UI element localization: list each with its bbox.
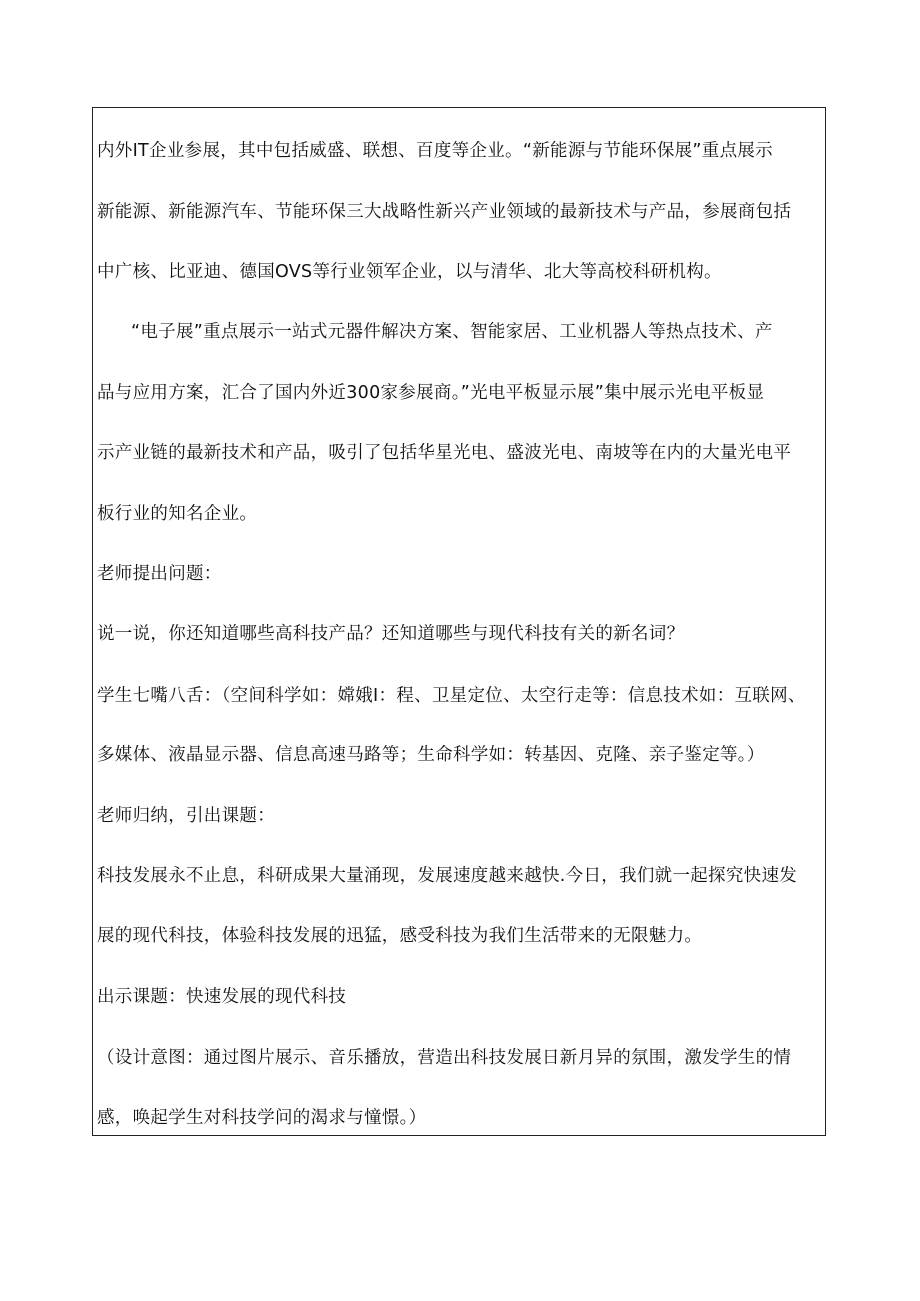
text-line-3: 中广核、比亚迪、德国OVS等行业领军企业，以与清华、北大等高校科研机构。 <box>97 262 722 282</box>
text-line-8: 老师提出问题： <box>97 564 222 584</box>
text-line-13: 科技发展永不止息，科研成果大量涌现，发展速度越来越快.今日，我们就一起探究快速发 <box>97 866 798 886</box>
text-line-2: 新能源、新能源汽车、节能环保三大战略性新兴产业领域的最新技术与产品，参展商包括 <box>97 202 792 222</box>
text-line-14: 展的现代科技，体验科技发展的迅猛，感受科技为我们生活带来的无限魅力。 <box>97 926 703 946</box>
text-line-6: 示产业链的最新技术和产品，吸引了包括华星光电、盛波光电、南坡等在内的大量光电平 <box>97 443 792 463</box>
text-line-9: 说一说，你还知道哪些高科技产品？还知道哪些与现代科技有关的新名词？ <box>97 624 685 644</box>
text-line-11: 多媒体、液晶显示器、信息高速马路等；生命科学如：转基因、克隆、亲子鉴定等。） <box>97 745 765 765</box>
text-line-4: “电子展”重点展示一站式元器件解决方案、智能家居、工业机器人等热点技术、产 <box>131 322 773 342</box>
text-line-10: 学生七嘴八舌：（空间科学如：嫦娥I：程、卫星定位、太空行走等：信息技术如：互联网、 <box>97 686 806 706</box>
text-line-5: 品与应用方案，汇合了国内外近300家参展商。”光电平板显示展”集中展示光电平板显 <box>97 383 765 403</box>
text-line-15: 出示课题：快速发展的现代科技 <box>97 987 347 1007</box>
text-line-12: 老师归纳，引出课题： <box>97 806 275 826</box>
text-line-17: 感，唤起学生对科技学问的渴求与憧憬。） <box>97 1108 427 1128</box>
text-line-16: （设计意图：通过图片展示、音乐播放，营造出科技发展日新月异的氛围，激发学生的情 <box>97 1048 792 1068</box>
text-line-1: 内外IT企业参展，其中包括威盛、联想、百度等企业。“新能源与节能环保展”重点展示 <box>97 141 773 161</box>
text-line-7: 板行业的知名企业。 <box>97 504 258 524</box>
